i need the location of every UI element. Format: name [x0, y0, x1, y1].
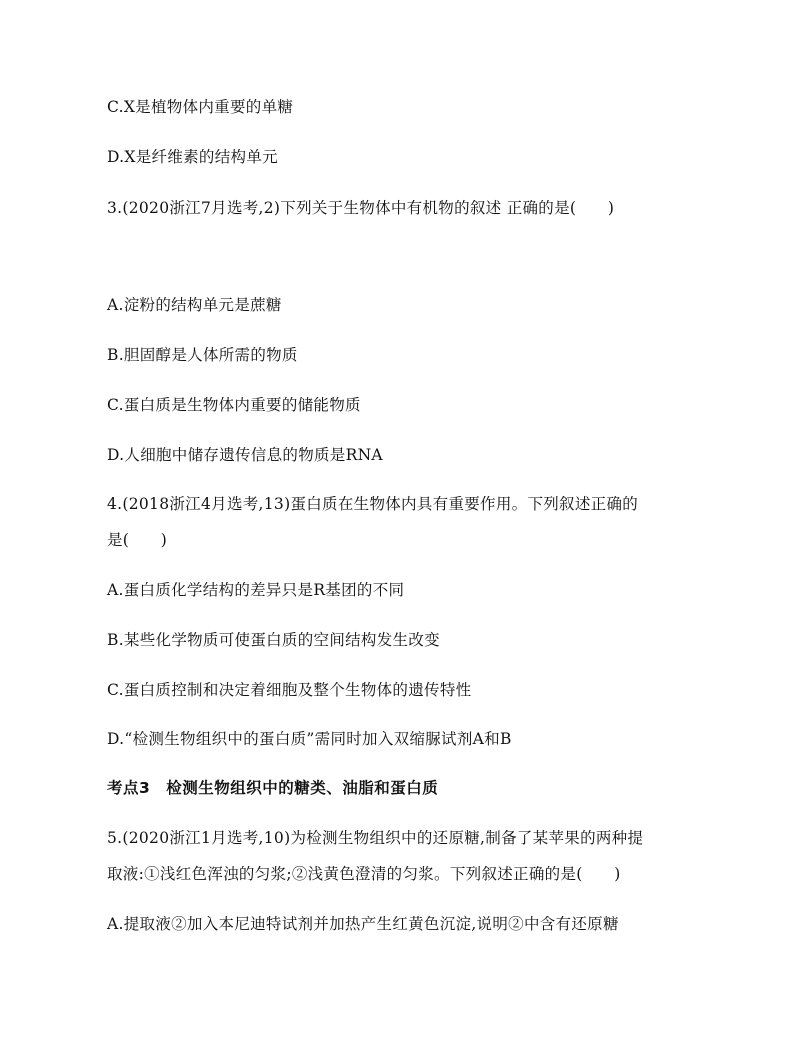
question-4: 4.(2018浙江4月选考,13)蛋白质在生物体内具有重要作用。下列叙述正确的	[107, 495, 639, 513]
option-3d-prev: D.X是纤维素的结构单元	[107, 148, 278, 166]
option-4b: B.某些化学物质可使蛋白质的空间结构发生改变	[107, 631, 440, 649]
question-4-cont: 是( )	[107, 531, 168, 549]
option-4d: D.“检测生物组织中的蛋白质”需同时加入双缩脲试剂A和B	[107, 730, 512, 748]
option-3d: D.人细胞中储存遗传信息的物质是RNA	[107, 446, 383, 464]
question-5-cont: 取液:①浅红色浑浊的匀浆;②浅黄色澄清的匀浆。下列叙述正确的是( )	[107, 865, 621, 883]
question-5: 5.(2020浙江1月选考,10)为检测生物组织中的还原糖,制备了某苹果的两种提	[107, 829, 644, 847]
option-4a: A.蛋白质化学结构的差异只是R基团的不同	[107, 581, 405, 599]
option-3a: A.淀粉的结构单元是蔗糖	[107, 296, 282, 314]
option-5a: A.提取液②加入本尼迪特试剂并加热产生红黄色沉淀,说明②中含有还原糖	[107, 915, 619, 933]
question-3: 3.(2020浙江7月选考,2)下列关于生物体中有机物的叙述 正确的是( )	[107, 199, 615, 217]
option-3c: C.蛋白质是生物体内重要的储能物质	[107, 396, 361, 414]
option-3b: B.胆固醇是人体所需的物质	[107, 346, 298, 364]
option-4c: C.蛋白质控制和决定着细胞及整个生物体的遗传特性	[107, 681, 472, 699]
section-heading: 考点3 检测生物组织中的糖类、油脂和蛋白质	[107, 779, 439, 797]
option-3c-prev: C.X是植物体内重要的单糖	[107, 98, 294, 116]
